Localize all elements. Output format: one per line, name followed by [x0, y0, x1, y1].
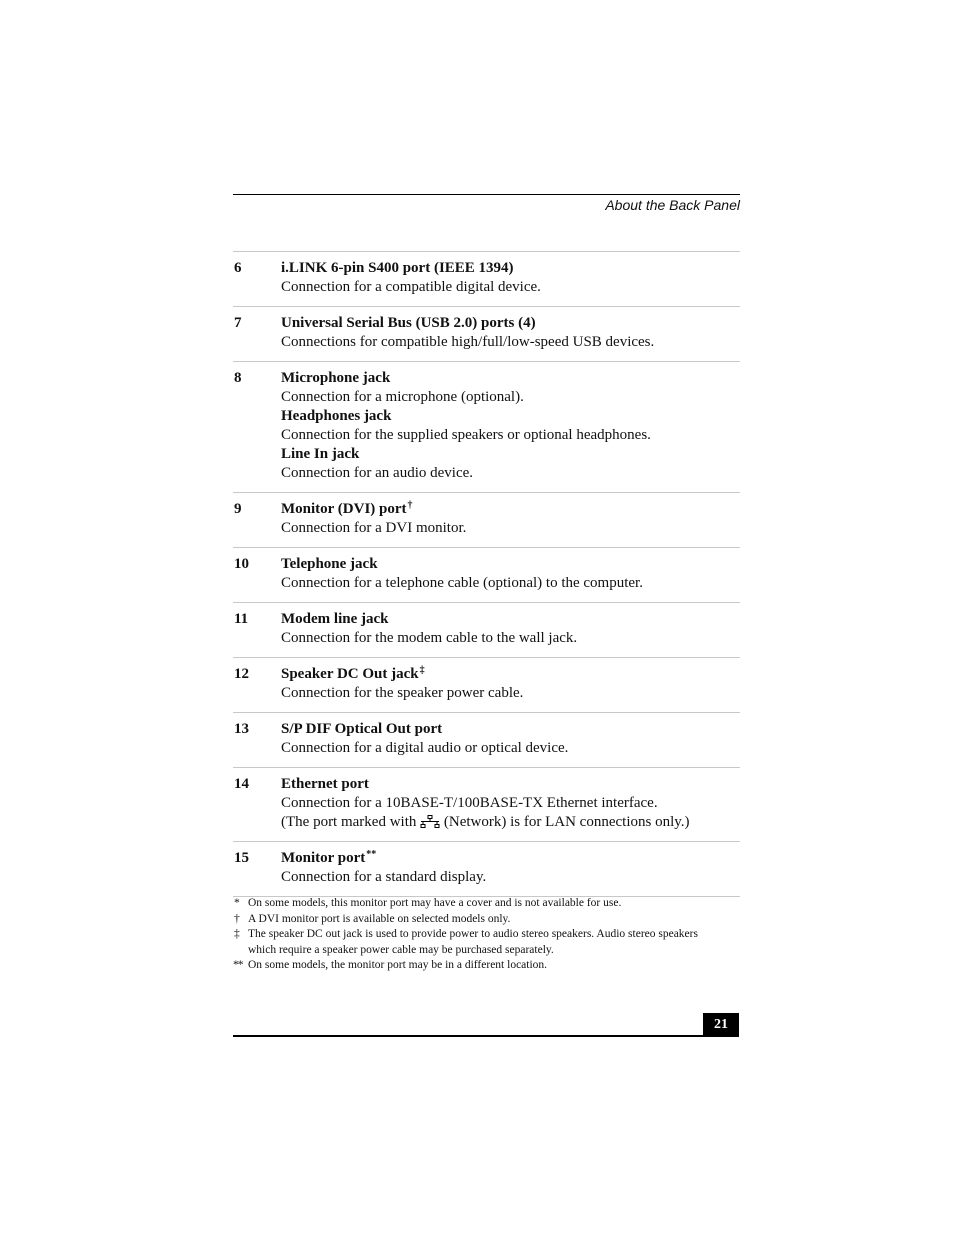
- row-number: 7: [234, 315, 242, 331]
- table-row: [233, 842, 740, 897]
- running-header: About the Back Panel: [605, 197, 740, 213]
- table-row: [233, 362, 740, 493]
- row-number: 14: [234, 776, 249, 792]
- row-description: Connection for a standard display.: [281, 869, 487, 885]
- row-description: Connections for compatible high/full/low-speed USB devices.: [281, 334, 655, 350]
- row-description: Connection for a telephone cable (optional) to the computer.: [281, 575, 643, 591]
- table-row: [233, 603, 740, 658]
- footnote-mark: †: [234, 912, 240, 925]
- footnote-text: On some models, the monitor port may be in a different location.: [248, 959, 548, 972]
- footnote-text: On some models, this monitor port may have a cover and is not available for use.: [248, 897, 622, 909]
- table-row: [233, 768, 740, 842]
- footnotes: [233, 896, 703, 974]
- row-description: Connection for a microphone (optional).: [281, 389, 524, 405]
- row-subtitle: Headphones jack: [281, 408, 392, 424]
- row-description: Connection for a compatible digital device.: [281, 279, 541, 295]
- row-number: 11: [234, 611, 249, 627]
- row-description: Connection for the speaker power cable.: [281, 685, 524, 701]
- row-title: Speaker DC Out jack‡: [281, 665, 425, 682]
- footer-rule: [233, 1035, 739, 1037]
- row-description: Connection for a digital audio or optical device.: [281, 740, 569, 756]
- row-title: Universal Serial Bus (USB 2.0) ports (4): [281, 315, 536, 331]
- row-title: Monitor port**: [281, 849, 377, 866]
- row-number: 12: [234, 666, 249, 682]
- row-title: Microphone jack: [281, 370, 391, 386]
- footnote-mark: *: [234, 897, 240, 909]
- row-title: Telephone jack: [281, 556, 378, 572]
- row-number: 8: [234, 370, 242, 386]
- row-description: Connection for the supplied speakers or optional headphones.: [281, 427, 651, 443]
- row-number: 15: [234, 850, 249, 866]
- footnote-mark: **: [233, 959, 243, 972]
- row-description: Connection for a DVI monitor.: [281, 520, 467, 536]
- row-number: 9: [234, 501, 242, 517]
- footnote-text: A DVI monitor port is available on selected models only.: [248, 912, 511, 925]
- table-row: [233, 713, 740, 768]
- row-title: Monitor (DVI) port†: [281, 500, 413, 517]
- network-note: (The port marked with (Network) is for LAN connections only.): [281, 814, 690, 830]
- row-description: Connection for an audio device.: [281, 465, 474, 481]
- footnote-ref: **: [366, 849, 377, 860]
- row-description: Connection for a 10BASE-T/100BASE-TX Ethernet interface.: [281, 795, 658, 811]
- footnote-ref: ‡: [419, 665, 425, 676]
- row-title: i.LINK 6-pin S400 port (IEEE 1394): [281, 260, 514, 276]
- row-number: 13: [234, 721, 249, 737]
- row-number: 10: [234, 556, 249, 572]
- page-number: 21: [703, 1013, 739, 1036]
- row-title: Modem line jack: [281, 611, 389, 627]
- footnote: [233, 912, 703, 928]
- table-row: [233, 307, 740, 362]
- table-row: [233, 252, 740, 307]
- table-row: [233, 548, 740, 603]
- header-rule: [233, 194, 740, 195]
- network-icon: [420, 815, 440, 829]
- footnote: [233, 958, 703, 974]
- table-row: [233, 493, 740, 548]
- row-description: Connection for the modem cable to the wall jack.: [281, 630, 578, 646]
- footnote-text: The speaker DC out jack is used to provide power to audio stereo speakers. Audio stereo speakers which require a speaker power cable may be purchased separately.: [248, 928, 698, 956]
- row-title: S/P DIF Optical Out port: [281, 721, 443, 737]
- port-table: [233, 251, 740, 897]
- footnote: [233, 927, 703, 958]
- row-number: 6: [234, 260, 242, 276]
- table-row: [233, 658, 740, 713]
- footnote-mark: ‡: [234, 928, 240, 941]
- row-subtitle: Line In jack: [281, 446, 360, 462]
- row-title: Ethernet port: [281, 776, 369, 792]
- footnote-ref: †: [407, 500, 413, 511]
- footnote: [233, 896, 703, 912]
